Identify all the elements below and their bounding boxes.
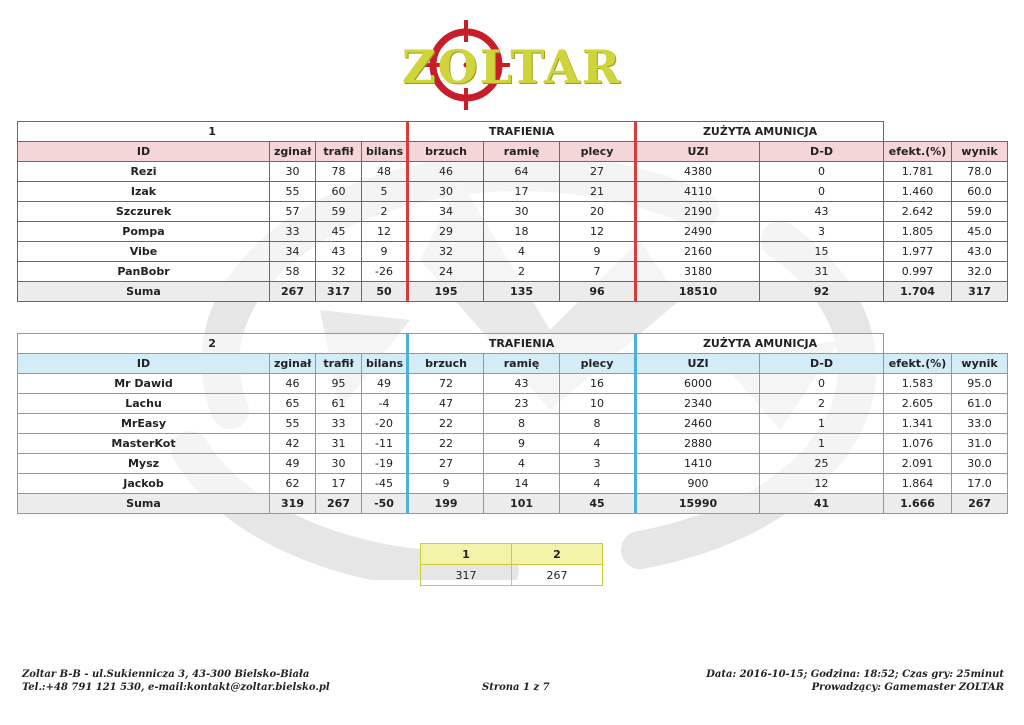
- arm-hits-cell: 17: [484, 182, 560, 202]
- uzi-ammo-cell: 4380: [636, 162, 760, 182]
- efficiency-cell: 1.076: [884, 434, 952, 454]
- dd-ammo-cell: 31: [760, 262, 884, 282]
- header-gap: [884, 122, 1008, 142]
- belly-hits-cell: 29: [408, 222, 484, 242]
- team-1-sum-row: [18, 282, 1008, 302]
- group-header-ammo: ZUŻYTA AMUNICJA: [636, 122, 884, 142]
- dd-ammo-cell: 25: [760, 454, 884, 474]
- footer-left: [22, 668, 330, 694]
- summary-value-row: [421, 565, 603, 586]
- player-id-cell: Szczurek: [18, 202, 270, 222]
- back-hits-cell: 4: [560, 474, 636, 494]
- col-header-balance: bilans: [362, 354, 408, 374]
- efficiency-cell: 2.091: [884, 454, 952, 474]
- score-cell: 31.0: [952, 434, 1008, 454]
- footer-date-time: Data: 2016-10-15; Godzina: 18:52; Czas gry: 25minut: [706, 669, 1004, 680]
- efficiency-cell: 0.997: [884, 262, 952, 282]
- back-hits-cell: 8: [560, 414, 636, 434]
- dd-ammo-cell: 1: [760, 414, 884, 434]
- back-hits-cell: 20: [560, 202, 636, 222]
- deaths-cell: 49: [270, 454, 316, 474]
- team-2-table: [17, 333, 1008, 514]
- team-2-title-row: [18, 334, 1008, 354]
- dd-ammo-cell: 15: [760, 242, 884, 262]
- col-header-efficiency: efekt.(%): [884, 354, 952, 374]
- footer-right: [706, 668, 1004, 694]
- player-id-cell: Mysz: [18, 454, 270, 474]
- efficiency-cell: 1.460: [884, 182, 952, 202]
- deaths-cell: 58: [270, 262, 316, 282]
- deaths-cell: 57: [270, 202, 316, 222]
- balance-total-cell: -50: [362, 494, 408, 514]
- back-hits-cell: 9: [560, 242, 636, 262]
- score-cell: 59.0: [952, 202, 1008, 222]
- deaths-cell: 30: [270, 162, 316, 182]
- dd-ammo-cell: 43: [760, 202, 884, 222]
- belly-hits-total-cell: 199: [408, 494, 484, 514]
- balance-cell: 12: [362, 222, 408, 242]
- hits-cell: 33: [316, 414, 362, 434]
- belly-hits-cell: 47: [408, 394, 484, 414]
- arm-hits-cell: 4: [484, 454, 560, 474]
- team-title: 1: [18, 122, 408, 142]
- col-header-hits: trafił: [316, 142, 362, 162]
- arm-hits-cell: 9: [484, 434, 560, 454]
- hits-cell: 95: [316, 374, 362, 394]
- team-1-rows: [18, 162, 1008, 282]
- arm-hits-cell: 2: [484, 262, 560, 282]
- back-hits-total-cell: 45: [560, 494, 636, 514]
- col-header-belly: brzuch: [408, 354, 484, 374]
- arm-hits-cell: 18: [484, 222, 560, 242]
- uzi-ammo-cell: 1410: [636, 454, 760, 474]
- player-id-cell: Izak: [18, 182, 270, 202]
- score-cell: 43.0: [952, 242, 1008, 262]
- player-row: [18, 222, 1008, 242]
- footer-address: Zoltar B-B - ul.Sukiennicza 3, 43-300 Bielsko-Biała: [22, 669, 310, 680]
- hits-cell: 17: [316, 474, 362, 494]
- col-header-arm: ramię: [484, 142, 560, 162]
- back-hits-cell: 3: [560, 454, 636, 474]
- player-id-cell: Pompa: [18, 222, 270, 242]
- player-id-cell: Lachu: [18, 394, 270, 414]
- score-cell: 30.0: [952, 454, 1008, 474]
- arm-hits-cell: 64: [484, 162, 560, 182]
- balance-cell: 9: [362, 242, 408, 262]
- col-header-hits: trafił: [316, 354, 362, 374]
- balance-cell: -19: [362, 454, 408, 474]
- score-cell: 33.0: [952, 414, 1008, 434]
- col-header-uzi: UZI: [636, 142, 760, 162]
- hits-cell: 61: [316, 394, 362, 414]
- balance-cell: -20: [362, 414, 408, 434]
- zoltar-logo: [402, 18, 622, 112]
- summary-score-team-2: 267: [512, 565, 603, 586]
- player-row: [18, 242, 1008, 262]
- score-cell: 61.0: [952, 394, 1008, 414]
- dd-ammo-total-cell: 41: [760, 494, 884, 514]
- hits-cell: 31: [316, 434, 362, 454]
- hits-cell: 32: [316, 262, 362, 282]
- hits-cell: 59: [316, 202, 362, 222]
- efficiency-cell: 2.642: [884, 202, 952, 222]
- player-id-cell: MasterKot: [18, 434, 270, 454]
- team-1-title-row: [18, 122, 1008, 142]
- efficiency-cell: 1.977: [884, 242, 952, 262]
- belly-hits-cell: 34: [408, 202, 484, 222]
- col-header-id: ID: [18, 354, 270, 374]
- belly-hits-cell: 9: [408, 474, 484, 494]
- belly-hits-cell: 22: [408, 414, 484, 434]
- uzi-ammo-cell: 3180: [636, 262, 760, 282]
- balance-cell: 2: [362, 202, 408, 222]
- back-hits-cell: 7: [560, 262, 636, 282]
- back-hits-cell: 16: [560, 374, 636, 394]
- arm-hits-cell: 8: [484, 414, 560, 434]
- uzi-ammo-cell: 2490: [636, 222, 760, 242]
- dd-ammo-cell: 1: [760, 434, 884, 454]
- player-id-cell: PanBobr: [18, 262, 270, 282]
- footer-game-master: Prowadzący: Gamemaster ZOLTAR: [811, 682, 1004, 693]
- belly-hits-cell: 22: [408, 434, 484, 454]
- balance-cell: 48: [362, 162, 408, 182]
- sum-label-cell: Suma: [18, 494, 270, 514]
- group-header-hits: TRAFIENIA: [408, 334, 636, 354]
- uzi-ammo-total-cell: 18510: [636, 282, 760, 302]
- deaths-cell: 65: [270, 394, 316, 414]
- uzi-ammo-cell: 900: [636, 474, 760, 494]
- score-cell: 45.0: [952, 222, 1008, 242]
- team-title: 2: [18, 334, 408, 354]
- arm-hits-cell: 4: [484, 242, 560, 262]
- dd-ammo-cell: 0: [760, 182, 884, 202]
- header-gap: [884, 334, 1008, 354]
- back-hits-cell: 21: [560, 182, 636, 202]
- player-row: [18, 434, 1008, 454]
- balance-cell: -45: [362, 474, 408, 494]
- deaths-total-cell: 319: [270, 494, 316, 514]
- column-header-row: [18, 354, 1008, 374]
- summary-score-team-1: 317: [421, 565, 512, 586]
- deaths-cell: 46: [270, 374, 316, 394]
- col-header-uzi: UZI: [636, 354, 760, 374]
- deaths-cell: 55: [270, 182, 316, 202]
- arm-hits-cell: 23: [484, 394, 560, 414]
- efficiency-cell: 1.341: [884, 414, 952, 434]
- summary-header-team-1: 1: [421, 544, 512, 565]
- summary-header-row: [421, 544, 603, 565]
- uzi-ammo-total-cell: 15990: [636, 494, 760, 514]
- logo-text: ZOLTAR: [402, 40, 622, 94]
- back-hits-cell: 10: [560, 394, 636, 414]
- belly-hits-cell: 24: [408, 262, 484, 282]
- efficiency-total-cell: 1.666: [884, 494, 952, 514]
- efficiency-cell: 2.605: [884, 394, 952, 414]
- dd-ammo-cell: 2: [760, 394, 884, 414]
- uzi-ammo-cell: 2880: [636, 434, 760, 454]
- belly-hits-cell: 32: [408, 242, 484, 262]
- balance-cell: -11: [362, 434, 408, 454]
- efficiency-cell: 1.583: [884, 374, 952, 394]
- dd-ammo-cell: 12: [760, 474, 884, 494]
- balance-cell: -4: [362, 394, 408, 414]
- col-header-deaths: zginał: [270, 354, 316, 374]
- player-id-cell: Mr Dawid: [18, 374, 270, 394]
- belly-hits-cell: 46: [408, 162, 484, 182]
- player-row: [18, 454, 1008, 474]
- uzi-ammo-cell: 4110: [636, 182, 760, 202]
- team-2-rows: [18, 374, 1008, 494]
- back-hits-cell: 12: [560, 222, 636, 242]
- arm-hits-cell: 43: [484, 374, 560, 394]
- hits-cell: 45: [316, 222, 362, 242]
- belly-hits-total-cell: 195: [408, 282, 484, 302]
- footer-page-number: [482, 681, 550, 694]
- column-header-row: [18, 142, 1008, 162]
- balance-cell: 49: [362, 374, 408, 394]
- score-cell: 17.0: [952, 474, 1008, 494]
- score-cell: 60.0: [952, 182, 1008, 202]
- col-header-belly: brzuch: [408, 142, 484, 162]
- col-header-balance: bilans: [362, 142, 408, 162]
- balance-cell: -26: [362, 262, 408, 282]
- page-number-text: Strona 1 z 7: [482, 682, 550, 693]
- col-header-dd: D-D: [760, 354, 884, 374]
- uzi-ammo-cell: 6000: [636, 374, 760, 394]
- hits-total-cell: 317: [316, 282, 362, 302]
- deaths-cell: 33: [270, 222, 316, 242]
- arm-hits-cell: 14: [484, 474, 560, 494]
- player-row: [18, 262, 1008, 282]
- arm-hits-total-cell: 135: [484, 282, 560, 302]
- sum-label-cell: Suma: [18, 282, 270, 302]
- score-cell: 95.0: [952, 374, 1008, 394]
- footer-contact: Tel.:+48 791 121 530, e-mail:kontakt@zoltar.bielsko.pl: [22, 682, 330, 693]
- back-hits-cell: 4: [560, 434, 636, 454]
- team-1-table: [17, 121, 1008, 302]
- player-id-cell: Vibe: [18, 242, 270, 262]
- player-row: [18, 162, 1008, 182]
- belly-hits-cell: 27: [408, 454, 484, 474]
- balance-cell: 5: [362, 182, 408, 202]
- uzi-ammo-cell: 2460: [636, 414, 760, 434]
- col-header-deaths: zginał: [270, 142, 316, 162]
- deaths-cell: 62: [270, 474, 316, 494]
- player-id-cell: Jackob: [18, 474, 270, 494]
- team-2-sum-row: [18, 494, 1008, 514]
- efficiency-cell: 1.864: [884, 474, 952, 494]
- score-total-cell: 317: [952, 282, 1008, 302]
- hits-cell: 78: [316, 162, 362, 182]
- col-header-back: plecy: [560, 354, 636, 374]
- back-hits-cell: 27: [560, 162, 636, 182]
- col-header-back: plecy: [560, 142, 636, 162]
- player-row: [18, 182, 1008, 202]
- player-row: [18, 474, 1008, 494]
- dd-ammo-total-cell: 92: [760, 282, 884, 302]
- dd-ammo-cell: 0: [760, 162, 884, 182]
- arm-hits-total-cell: 101: [484, 494, 560, 514]
- dd-ammo-cell: 0: [760, 374, 884, 394]
- score-cell: 32.0: [952, 262, 1008, 282]
- group-header-hits: TRAFIENIA: [408, 122, 636, 142]
- player-id-cell: MrEasy: [18, 414, 270, 434]
- deaths-cell: 42: [270, 434, 316, 454]
- uzi-ammo-cell: 2340: [636, 394, 760, 414]
- deaths-cell: 34: [270, 242, 316, 262]
- player-row: [18, 414, 1008, 434]
- hits-cell: 43: [316, 242, 362, 262]
- dd-ammo-cell: 3: [760, 222, 884, 242]
- back-hits-total-cell: 96: [560, 282, 636, 302]
- summary-header-team-2: 2: [512, 544, 603, 565]
- deaths-total-cell: 267: [270, 282, 316, 302]
- efficiency-cell: 1.805: [884, 222, 952, 242]
- hits-total-cell: 267: [316, 494, 362, 514]
- efficiency-total-cell: 1.704: [884, 282, 952, 302]
- group-header-ammo: ZUŻYTA AMUNICJA: [636, 334, 884, 354]
- player-row: [18, 202, 1008, 222]
- score-cell: 78.0: [952, 162, 1008, 182]
- balance-total-cell: 50: [362, 282, 408, 302]
- belly-hits-cell: 30: [408, 182, 484, 202]
- uzi-ammo-cell: 2190: [636, 202, 760, 222]
- deaths-cell: 55: [270, 414, 316, 434]
- col-header-efficiency: efekt.(%): [884, 142, 952, 162]
- player-row: [18, 374, 1008, 394]
- uzi-ammo-cell: 2160: [636, 242, 760, 262]
- player-row: [18, 394, 1008, 414]
- belly-hits-cell: 72: [408, 374, 484, 394]
- player-id-cell: Rezi: [18, 162, 270, 182]
- hits-cell: 30: [316, 454, 362, 474]
- col-header-id: ID: [18, 142, 270, 162]
- score-total-cell: 267: [952, 494, 1008, 514]
- col-header-arm: ramię: [484, 354, 560, 374]
- col-header-dd: D-D: [760, 142, 884, 162]
- col-header-score: wynik: [952, 354, 1008, 374]
- score-summary-table: [420, 543, 603, 586]
- efficiency-cell: 1.781: [884, 162, 952, 182]
- arm-hits-cell: 30: [484, 202, 560, 222]
- hits-cell: 60: [316, 182, 362, 202]
- col-header-score: wynik: [952, 142, 1008, 162]
